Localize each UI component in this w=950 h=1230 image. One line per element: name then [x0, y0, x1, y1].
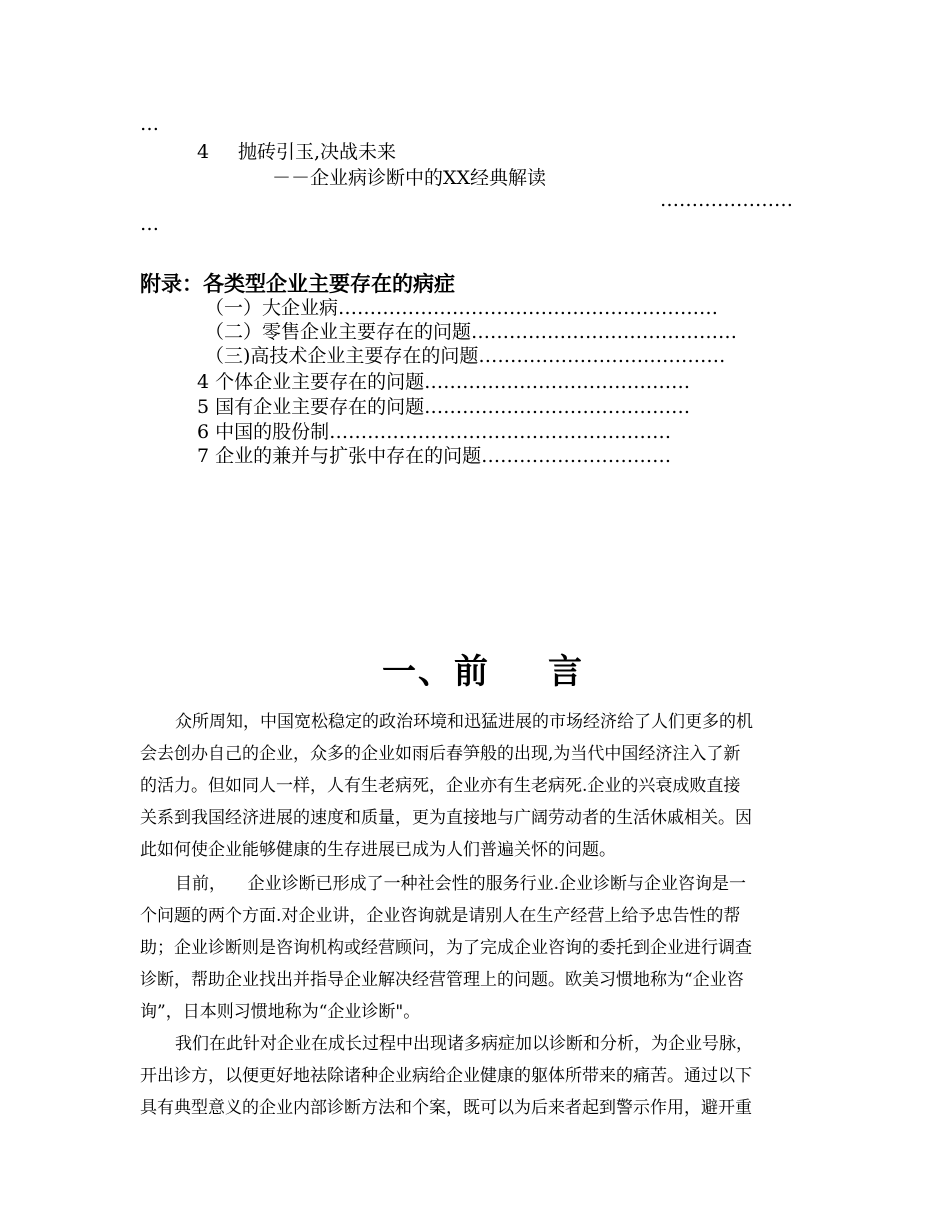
- appendix-item: 4 个体企业主要存在的问题……………………………………: [197, 371, 691, 393]
- appendix-item: （二）零售企业主要存在的问题……………………………………: [205, 321, 738, 343]
- paragraph-line: 助；企业诊断则是咨询机构或经营顾问，为了完成企业咨询的委托到企业进行调查: [140, 938, 752, 958]
- paragraph-line: 个问题的两个方面.对企业讲，企业咨询就是请别人在生产经营上给予忠告性的帮: [140, 906, 741, 926]
- paragraph-line: 目前， 企业诊断已形成了一种社会性的服务行业.企业诊断与企业咨询是一: [175, 874, 747, 894]
- paragraph-line: 诊断，帮助企业找出并指导企业解决经营管理上的问题。欧美习惯地称为“企业咨: [140, 970, 744, 990]
- paragraph-line: 我们在此针对企业在成长过程中出现诸多病症加以诊断和分析，为企业号脉，: [175, 1034, 753, 1054]
- appendix-item: （三)高技术企业主要存在的问题…………………………………: [205, 345, 726, 367]
- toc-item-4-title: 抛砖引玉,决战未来: [238, 141, 397, 163]
- paragraph-line: 开出诊方，以便更好地祛除诸种企业病给企业健康的躯体所带来的痛苦。通过以下: [140, 1066, 752, 1086]
- paragraph-line: 众所周知，中国宽松稳定的政治环境和迅猛进展的市场经济给了人们更多的机: [175, 712, 753, 732]
- paragraph-line: 的活力。但如同人一样，人有生老病死，企业亦有生老病死.企业的兴衰成败直接: [140, 776, 741, 796]
- paragraph-line: 此如何使企业能够健康的生存进展已成为人们普遍关怀的问题。: [140, 840, 616, 860]
- toc-dots-continuation: …: [140, 113, 159, 135]
- appendix-item: 6 中国的股份制………………………………………………: [197, 421, 672, 443]
- appendix-item: （一）大企业病……………………………………………………: [205, 297, 719, 319]
- toc-dots-continuation-2: …: [140, 213, 159, 235]
- paragraph-line: 具有典型意义的企业内部诊断方法和个案，既可以为后来者起到警示作用，避开重: [140, 1098, 752, 1118]
- toc-item-4-number: 4: [197, 141, 210, 163]
- paragraph-line: 会去创办自己的企业，众多的企业如雨后春笋般的出现,为当代中国经济注入了新: [140, 744, 741, 764]
- section-heading-part1: 一、前: [382, 652, 490, 692]
- section-heading-part2: 言: [548, 652, 584, 692]
- toc-item-4-leader-dots: …………………: [660, 189, 793, 211]
- appendix-title: 附录：各类型企业主要存在的病症: [140, 272, 455, 296]
- appendix-item: 7 企业的兼并与扩张中存在的问题…………………………: [197, 445, 672, 467]
- toc-item-4-subtitle: －－企业病诊断中的XX经典解读: [272, 167, 547, 189]
- appendix-item: 5 国有企业主要存在的问题……………………………………: [197, 396, 691, 418]
- paragraph-line: 关系到我国经济进展的速度和质量，更为直接地与广阔劳动者的生活休戚相关。因: [140, 808, 752, 828]
- paragraph-line: 询”，日本则习惯地称为“企业诊断"。: [140, 1002, 421, 1022]
